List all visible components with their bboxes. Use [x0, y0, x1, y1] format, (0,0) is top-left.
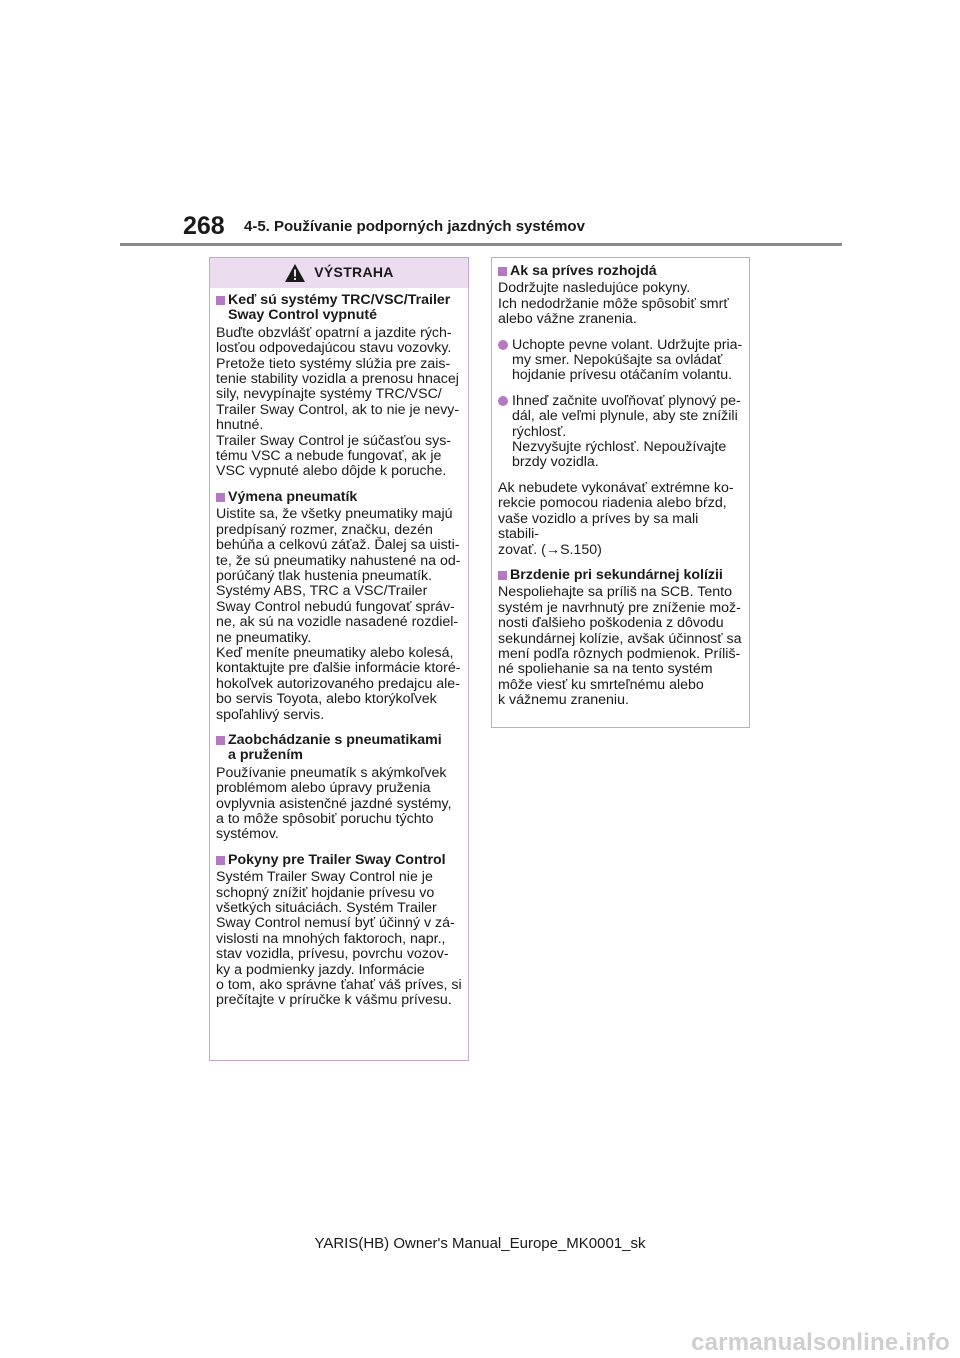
list-item — [498, 394, 743, 471]
circle-bullet-icon — [498, 340, 508, 350]
watermark: carmanualsonline.info — [691, 1329, 950, 1356]
bullet-text: Uchopte pevne volant. Udržujte pria- my smer. Nepokúšajte sa ovládať hojdanie prívesu otáčaním volantu. — [512, 336, 743, 384]
warning-triangle-icon — [284, 263, 306, 283]
square-bullet-icon — [216, 493, 225, 502]
square-bullet-icon — [498, 571, 507, 580]
trailer-swaying-outro: Ak nebudete vykonávať extrémne ko- rekcie pomocou riadenia alebo bŕzd, vaše vozidlo a príves by sa mali stabili- zovať. (→S.150) — [498, 479, 734, 558]
warning-text-trc-off: Buďte obzvlášť opatrní a jazdite rých- losťou odpovedajúcou stavu vozovky. Pretože tieto systémy slúžia pre zais- tenie stability vozidla a prenosu hnacej sily, nevypínajte systémy TRC/VSC/ Trailer Sway Control, ak to nie je nevy- hnutné. Trailer Sway Control je súčasťou sys- tému VSC a nebude fungovať, ak je VSC vypnuté alebo dôjde k poruche. — [216, 324, 460, 480]
warning-text-trailer-sway: Systém Trailer Sway Control nie je schopný znížiť hojdanie prívesu vo všetkých situáciách. Systém Trailer Sway Control nemusí byť účinný v zá- vislosti na mnohých faktoroch, napr., stav vozidla, prívesu, povrchu vozov- ky a podmienky jazdy. Informácie o tom, ako správne ťahať váš príves, si prečítajte v príručke k vášmu prívesu. — [216, 869, 462, 1009]
heading-trailer-swaying — [498, 264, 743, 279]
trailer-swaying-intro: Dodržujte nasledujúce pokyny. Ich nedodržanie môže spôsobiť smrť alebo vážne zranenia. — [498, 280, 729, 328]
list-item — [498, 338, 743, 384]
warning-title: VÝSTRAHA — [314, 264, 394, 281]
warning-heading-tire-change — [216, 490, 462, 505]
heading-text: Brzdenie pri sekundárnej kolízii — [510, 566, 723, 583]
secondary-collision-text: Nespoliehajte sa príliš na SCB. Tento systém je navrhnutý pre zníženie mož- nosti ďalšieho poškodenia z dôvodu sekundárnej kolízie, avšak účinnosť sa mení podľa rôznych podmienok. Príliš- né spoliehanie sa na tento systém môže viesť ku smrteľnému alebo k vážnemu zraneniu. — [498, 584, 742, 709]
warning-text-tire-change: Uistite sa, že všetky pneumatiky majú predpísaný rozmer, značku, dezén behúňa a celkovú záťaž. Ďalej sa uisti- te, že sú pneumatiky nahustené na od- porúčaný tlak hustenia pneumatík. Systémy ABS, TRC a VSC/Trailer Sway Control nebudú fungovať správ- ne, ak sú na vozidle nasadené rozdiel- ne pneumatiky. Keď meníte pneumatiky alebo kolesá, kontaktujte pre ďalšie informácie ktoré- hokoľvek autorizovaného predajcu ale- bo servis Toyota, alebo ktorýkoľvek spoľahlivý servis. — [216, 506, 461, 723]
heading-secondary-collision-brake — [498, 568, 743, 583]
warning-text-tires-suspension: Používanie pneumatík s akýmkoľvek problémom alebo úpravy pruženia ovplyvnia asistenčné jazdné systémy, a to môže spôsobiť poruchu týchto systémov. — [216, 764, 452, 843]
bullet-text: Ihneď začnite uvoľňovať plynový pe- dál, ale veľmi plynule, aby ste znížili rýchlosť. Nezvyšujte rýchlosť. Nepoužívajte brzdy vozidla. — [512, 392, 741, 471]
warning-box — [209, 257, 469, 1061]
page-number: 268 — [183, 212, 225, 240]
square-bullet-icon — [498, 267, 507, 276]
heading-text: Pokyny pre Trailer Sway Control — [228, 851, 446, 868]
heading-text: Výmena pneumatík — [228, 488, 358, 505]
warning-heading-trailer-sway — [216, 853, 462, 868]
trailer-sway-box — [491, 257, 750, 728]
heading-text: Keď sú systémy TRC/VSC/Trailer Sway Control vypnuté — [228, 292, 451, 324]
warning-heading-trc-off — [216, 293, 462, 324]
square-bullet-icon — [216, 856, 225, 865]
warning-header — [210, 258, 468, 288]
header-rule — [120, 243, 842, 246]
heading-text: Zaobchádzanie s pneumatikami a pružením — [228, 731, 442, 764]
square-bullet-icon — [216, 736, 225, 745]
footer-manual-id: YARIS(HB) Owner's Manual_Europe_MK0001_sk — [314, 1235, 646, 1252]
section-title: 4-5. Používanie podporných jazdných systémov — [244, 218, 585, 235]
heading-text: Ak sa príves rozhojdá — [510, 263, 657, 279]
warning-heading-tires-suspension — [216, 733, 462, 764]
square-bullet-icon — [216, 296, 225, 305]
circle-bullet-icon — [498, 396, 508, 406]
